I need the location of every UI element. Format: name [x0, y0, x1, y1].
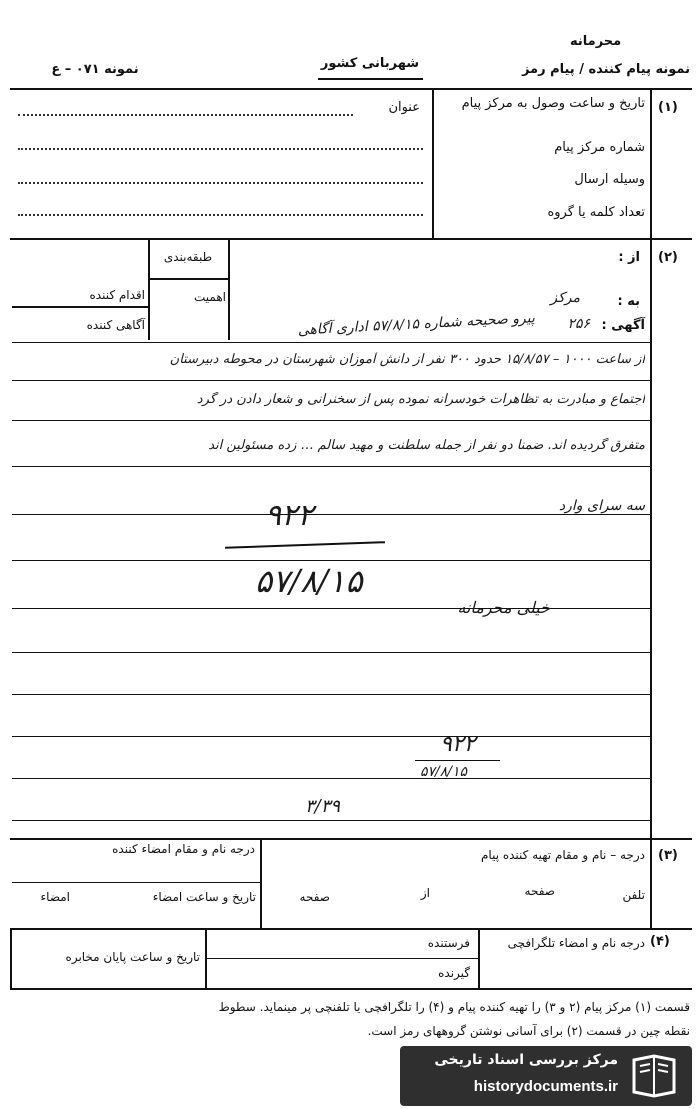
classification-right-border: [228, 240, 230, 340]
watermark-org-name: مرکز بررسی اسناد تاریخی: [434, 1052, 618, 1068]
field-word-count: تعداد کلمه یا گروه: [547, 205, 645, 220]
section4-bottom-rule: [10, 988, 692, 990]
ruled-line-7: [12, 608, 650, 609]
address-label: عنوان: [388, 100, 420, 115]
address-line-4: [18, 214, 423, 216]
ruled-line-10: [12, 736, 650, 737]
section1-divider: [432, 90, 434, 238]
section3-left-divider: [12, 882, 260, 883]
sender-label: فرستنده: [427, 936, 470, 950]
section2-number: (۲): [658, 250, 678, 265]
ministry-underline: [318, 78, 423, 80]
misc-note: ۳/۳۹: [305, 796, 341, 817]
section2-bottom-rule: [10, 838, 692, 840]
of-label: از: [420, 886, 430, 900]
signature-label: امضاء: [40, 890, 70, 904]
message-line-2: اجتماع و مبادرت به تظاهرات خودسرانه نموده پس از سخنرانی و شعار دادن در گرد: [196, 392, 645, 407]
ruled-line-9: [12, 694, 650, 695]
operator-label: درجه نام و امضاء تلگرافچی: [507, 936, 645, 950]
info-label: آگاهی کننده: [86, 318, 145, 332]
action-label: اقدام کننده: [89, 288, 145, 302]
watermark-banner: [400, 1046, 692, 1106]
section3-number-divider: [650, 838, 652, 930]
field-transmission-method: وسیله ارسال: [574, 172, 645, 187]
number-stamp-1: ۹۲۲: [265, 498, 314, 533]
section4-divider-2: [478, 930, 480, 988]
to-label: به :: [617, 294, 640, 309]
section1-bottom-rule: [10, 238, 692, 240]
number-stamp-2-rule: [415, 760, 500, 761]
confidential-label: محرمانه: [570, 34, 622, 49]
signatory-label: درجه نام و مقام امضاء کننده: [112, 842, 255, 856]
reference-line: پیرو صحیحه شماره ۵۷/۸/۱۵ اداری آگاهی: [297, 310, 536, 339]
section3-number: (۳): [658, 848, 678, 863]
number-stamp-2: ۹۲۲: [440, 732, 476, 757]
notice-value: ۲۵۶: [567, 316, 590, 332]
section4-left-border: [10, 930, 12, 988]
ministry-name: شهربانی کشور: [320, 56, 420, 71]
ruled-line-8: [12, 652, 650, 653]
section1-number: (۱): [658, 100, 678, 115]
number-stamp-underline: [225, 541, 385, 549]
receiver-label: گیرنده: [438, 966, 470, 980]
address-line-2: [18, 148, 423, 150]
ruled-line-3: [12, 420, 650, 421]
ruled-line-5: [12, 514, 650, 515]
message-line-3: متفرق گردیده اند. ضمنا دو نفر از جمله سلطنت و مهید سالم … زده مسئولین اند: [208, 438, 645, 453]
watermark-url[interactable]: historydocuments.ir: [473, 1078, 618, 1095]
ruled-line-6: [12, 560, 650, 561]
from-label: از :: [618, 250, 640, 265]
ruled-line-1: [12, 342, 650, 343]
ruled-line-11: [12, 778, 650, 779]
priority-label: اهمیت: [193, 290, 226, 304]
section3-mid-divider: [260, 840, 262, 928]
message-line-1: از ساعت ۱۰۰۰ – ۱۵/۸/۵۷ حدود ۳۰۰ نفر از دانش آموزان شهرستان در محوطه دبیرستان: [169, 352, 645, 367]
address-line-1: [18, 114, 353, 116]
field-center-number: شماره مرکز پیام: [554, 140, 645, 155]
section3-bottom-rule: [10, 928, 692, 930]
footer-note-line-1: قسمت (۱) مرکز پیام (۲ و ۳) را تهیه کننده پیام و (۴) را تلگرافچی یا تلفنچی پر مینماید. سطوط: [218, 1000, 690, 1014]
ruled-line-2: [12, 380, 650, 381]
sign-datetime-label: تاریخ و ساعت امضاء: [152, 890, 256, 904]
book-logo-icon: [628, 1052, 680, 1100]
field-receipt-time: تاریخ و ساعت وصول به مرکز پیام: [461, 96, 645, 111]
number-column-divider: [650, 88, 652, 848]
date-stamp-1: ۵۷/۸/۱۵: [255, 562, 363, 600]
end-time-label: تاریخ و ساعت پایان مخابره: [65, 950, 200, 964]
top-rule: [10, 88, 692, 90]
message-line-4: سه سرای وارد: [558, 498, 645, 514]
footer-note-line-2: نقطه چین در قسمت (۲) برای آسانی نوشتن گروههای رمز است.: [367, 1024, 690, 1038]
section4-row-divider: [207, 958, 478, 959]
section4-number: (۴): [650, 934, 670, 949]
ruled-line-4: [12, 466, 650, 467]
secret-note: خیلی محرمانه: [457, 598, 550, 617]
address-line-3: [18, 182, 423, 184]
form-title: نمونه پیام کننده / پیام رمز: [521, 62, 690, 77]
notice-label: آگهی :: [601, 318, 645, 333]
form-number: نمونه ۰۷۱ – ع: [51, 62, 139, 77]
preparer-label: درجه – نام و مقام تهیه کننده پیام: [480, 848, 645, 862]
action-underline: [12, 306, 148, 308]
page-label-2: صفحه: [299, 890, 330, 904]
section4-divider-1: [205, 930, 207, 988]
date-stamp-2: ۵۷/۸/۱۵: [420, 764, 468, 780]
classification-label: طبقه‌بندی: [163, 250, 213, 264]
ruled-line-12: [12, 820, 650, 821]
phone-label: تلفن: [622, 888, 645, 902]
classification-divider: [148, 278, 230, 280]
page-label: صفحه: [524, 884, 555, 898]
to-value: مرکز: [550, 290, 580, 306]
